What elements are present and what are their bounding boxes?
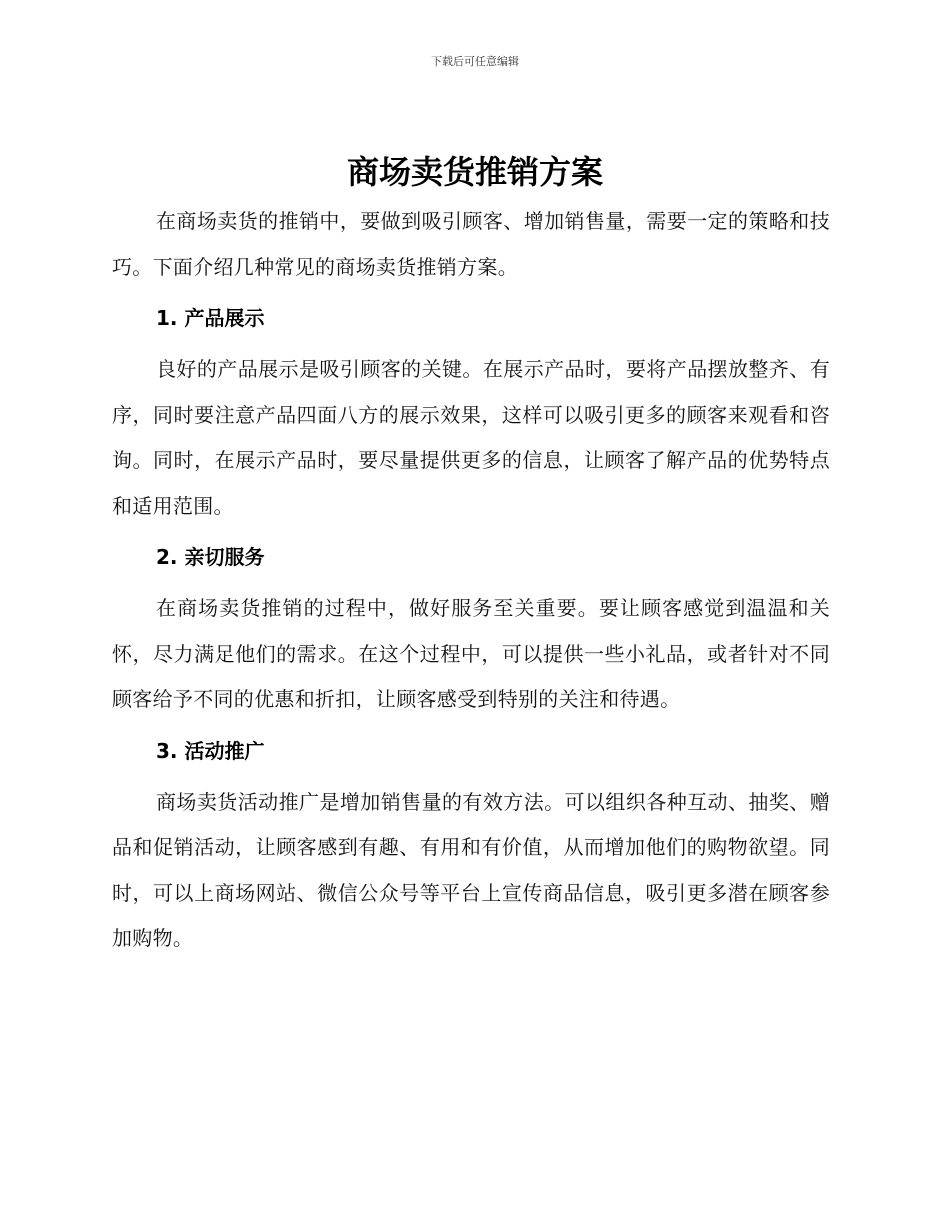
section-heading-product-display: 1. 产品展示	[156, 306, 265, 330]
document-body	[112, 199, 830, 962]
header-note: 下载后可任意编辑	[431, 55, 519, 68]
section-body-product-display: 良好的产品展示是吸引顾客的关键。在展示产品时，要将产品摆放整齐、有序，同时要注意产品四面八方的展示效果，这样可以吸引更多的顾客来观看和咨询。同时，在展示产品时，要尽量提供更多的信息，让顾客了解产品的优势特点和适用范围。	[112, 357, 830, 518]
intro-paragraph: 在商场卖货的推销中，要做到吸引顾客、增加销售量，需要一定的策略和技巧。下面介绍几种常见的商场卖货推销方案。	[112, 209, 830, 279]
section-body-event-promotion: 商场卖货活动推广是增加销售量的有效方法。可以组织各种互动、抽奖、赠品和促销活动，让顾客感到有趣、有用和有价值，从而增加他们的购物欲望。同时，可以上商场网站、微信公众号等平台上宣传商品信息，吸引更多潜在顾客参加购物。	[112, 789, 830, 950]
section-body-friendly-service: 在商场卖货推销的过程中，做好服务至关重要。要让顾客感觉到温温和关怀，尽力满足他们的需求。在这个过程中，可以提供一些小礼品，或者针对不同顾客给予不同的优惠和折扣，让顾客感受到特别的关注和待遇。	[112, 596, 830, 711]
section-heading-event-promotion: 3. 活动推广	[156, 738, 265, 763]
document-title: 商场卖货推销方案	[346, 153, 603, 191]
section-heading-friendly-service: 2. 亲切服务	[156, 545, 265, 569]
